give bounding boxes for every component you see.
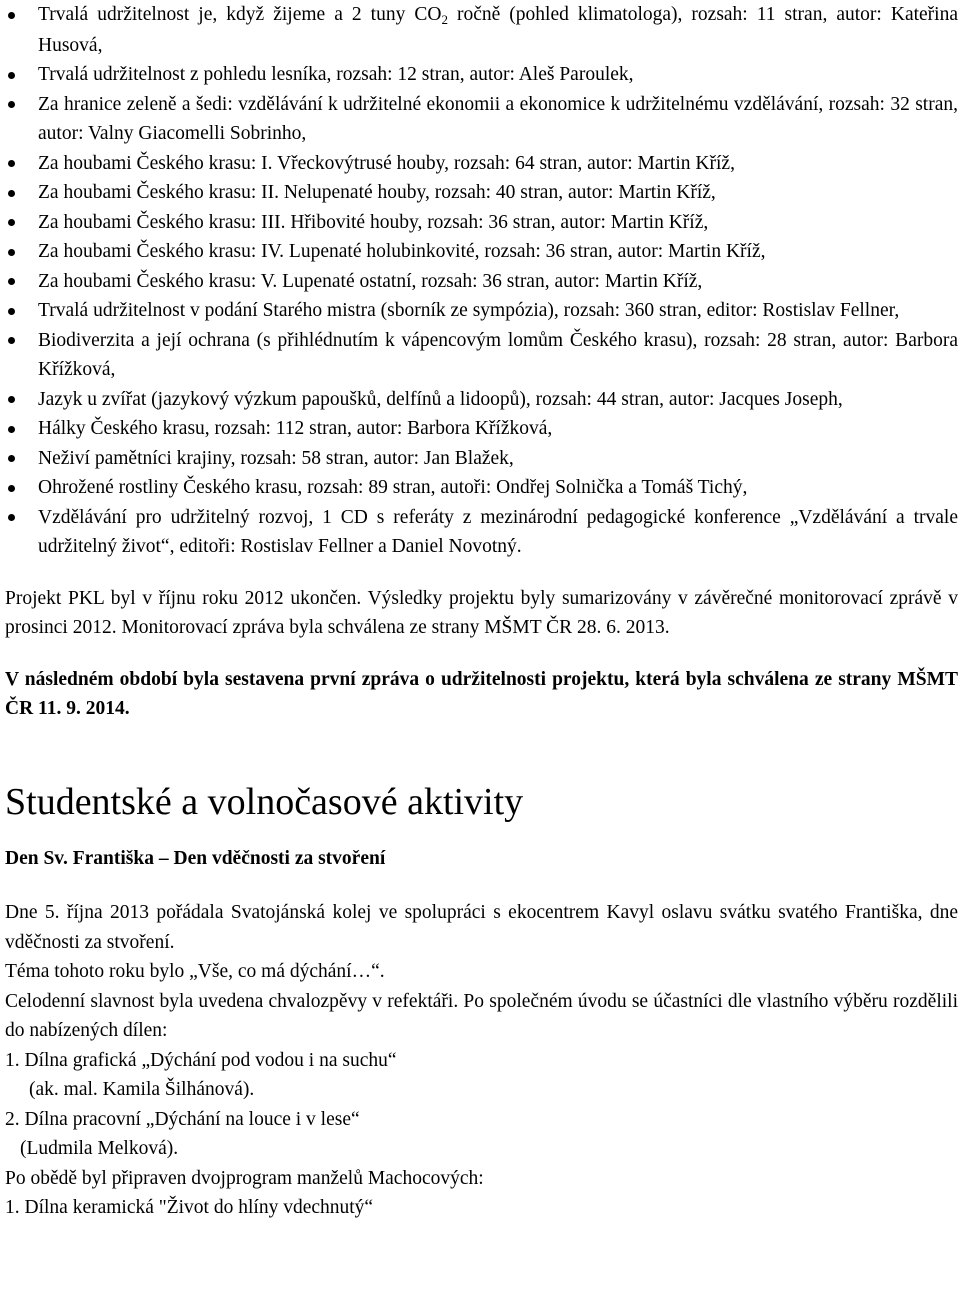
subsection-title: Den Sv. Františka – Den vděčnosti za stvoření	[5, 847, 386, 869]
list-item: Za houbami Českého krasu: II. Nelupenaté houby, rozsah: 40 stran, autor: Martin Kříž,	[5, 178, 958, 208]
sustainability-paragraph: V následném období byla sestavena první zpráva o udržitelnosti projektu, která byla schválena ze strany MŠMT ČR 11. 9. 2014.	[5, 668, 958, 719]
list-item: Za houbami Českého krasu: I. Vřeckovýtrusé houby, rozsah: 64 stran, autor: Martin Kříž,	[5, 149, 958, 179]
list-item: Za hranice zeleně a šedi: vzdělávání k udržitelné ekonomii a ekonomice k udržitelnému vzdělávání, rozsah: 32 stran, autor: Valny Giacomelli Sobrinho,	[5, 90, 958, 149]
list-item: Ohrožené rostliny Českého krasu, rozsah: 89 stran, autoři: Ondřej Solnička a Tomáš Tichý,	[5, 473, 958, 503]
list-item: Trvalá udržitelnost z pohledu lesníka, rozsah: 12 stran, autor: Aleš Paroulek,	[5, 60, 958, 90]
section-title: Studentské a volnočasové aktivity	[5, 780, 524, 823]
event-text-intro: Celodenní slavnost byla uvedena chvalozpěvy v refektáři. Po společném úvodu se účastníci dle vlastního výběru rozdělili do nabízených dílen:	[5, 990, 958, 1041]
list-item: Za houbami Českého krasu: V. Lupenaté ostatní, rozsah: 36 stran, autor: Martin Kříž,	[5, 267, 958, 297]
list-item: Za houbami Českého krasu: III. Hřibovité houby, rozsah: 36 stran, autor: Martin Kříž,	[5, 208, 958, 238]
workshop-1-lead: (ak. mal. Kamila Šilhánová).	[29, 1079, 255, 1100]
workshop-2: 2. Dílna pracovní „Dýchání na louce i v lese“	[5, 1108, 360, 1130]
list-item: Jazyk u zvířat (jazykový výzkum papoušků, delfínů a lidoopů), rozsah: 44 stran, autor: Jacques Joseph,	[5, 385, 958, 415]
list-item: Vzdělávání pro udržitelný rozvoj, 1 CD s referáty z mezinárodní pedagogické konference „Vzdělávání a trvale udržitelný život“, editoři: Rostislav Fellner a Daniel Novotný.	[5, 503, 958, 562]
list-item: Neživí pamětníci krajiny, rozsah: 58 stran, autor: Jan Blažek,	[5, 444, 958, 474]
project-paragraph: Projekt PKL byl v říjnu roku 2012 ukončen. Výsledky projektu byly sumarizovány v závěrečné monitorovací zprávě v prosinci 2012. Monitorovací zpráva byla schválena ze strany MŠMT ČR 28. 6. 2013.	[5, 587, 958, 638]
list-item: Hálky Českého krasu, rozsah: 112 stran, autor: Barbora Křížková,	[5, 414, 958, 444]
list-item: Trvalá udržitelnost je, když žijeme a 2 tuny $CO_2$ ročně (pohled klimatologa), rozsah: 11 stran, autor: Kateřina Husová,	[5, 0, 958, 60]
list-item: Za houbami Českého krasu: IV. Lupenaté holubinkovité, rozsah: 36 stran, autor: Martin Kříž,	[5, 237, 958, 267]
event-text-theme: Téma tohoto roku bylo „Vše, co má dýchání…“.	[5, 961, 385, 982]
document-page	[5, 0, 958, 1223]
list-item: Trvalá udržitelnost v podání Starého mistra (sborník ze sympózia), rozsah: 360 stran, editor: Rostislav Fellner,	[5, 296, 958, 326]
list-item: Biodiverzita a její ochrana (s přihlédnutím k vápencovým lomům Českého krasu), rozsah: 28 stran, autor: Barbora Křížková,	[5, 326, 958, 385]
workshop-1: 1. Dílna grafická „Dýchání pod vodou i na suchu“	[5, 1049, 397, 1071]
event-text-date: Dne 5. října 2013 pořádala Svatojánská kolej ve spolupráci s ekocentrem Kavyl oslavu svátku svatého Františka, dne vděčnosti za stvoření.	[5, 902, 958, 953]
publication-list	[5, 0, 958, 562]
workshop-ceramic: 1. Dílna keramická "Život do hlíny vdechnutý“	[5, 1197, 374, 1218]
workshop-2-lead: (Ludmila Melková).	[20, 1138, 179, 1159]
afternoon-program: Po obědě byl připraven dvojprogram manželů Machocových:	[5, 1167, 484, 1189]
